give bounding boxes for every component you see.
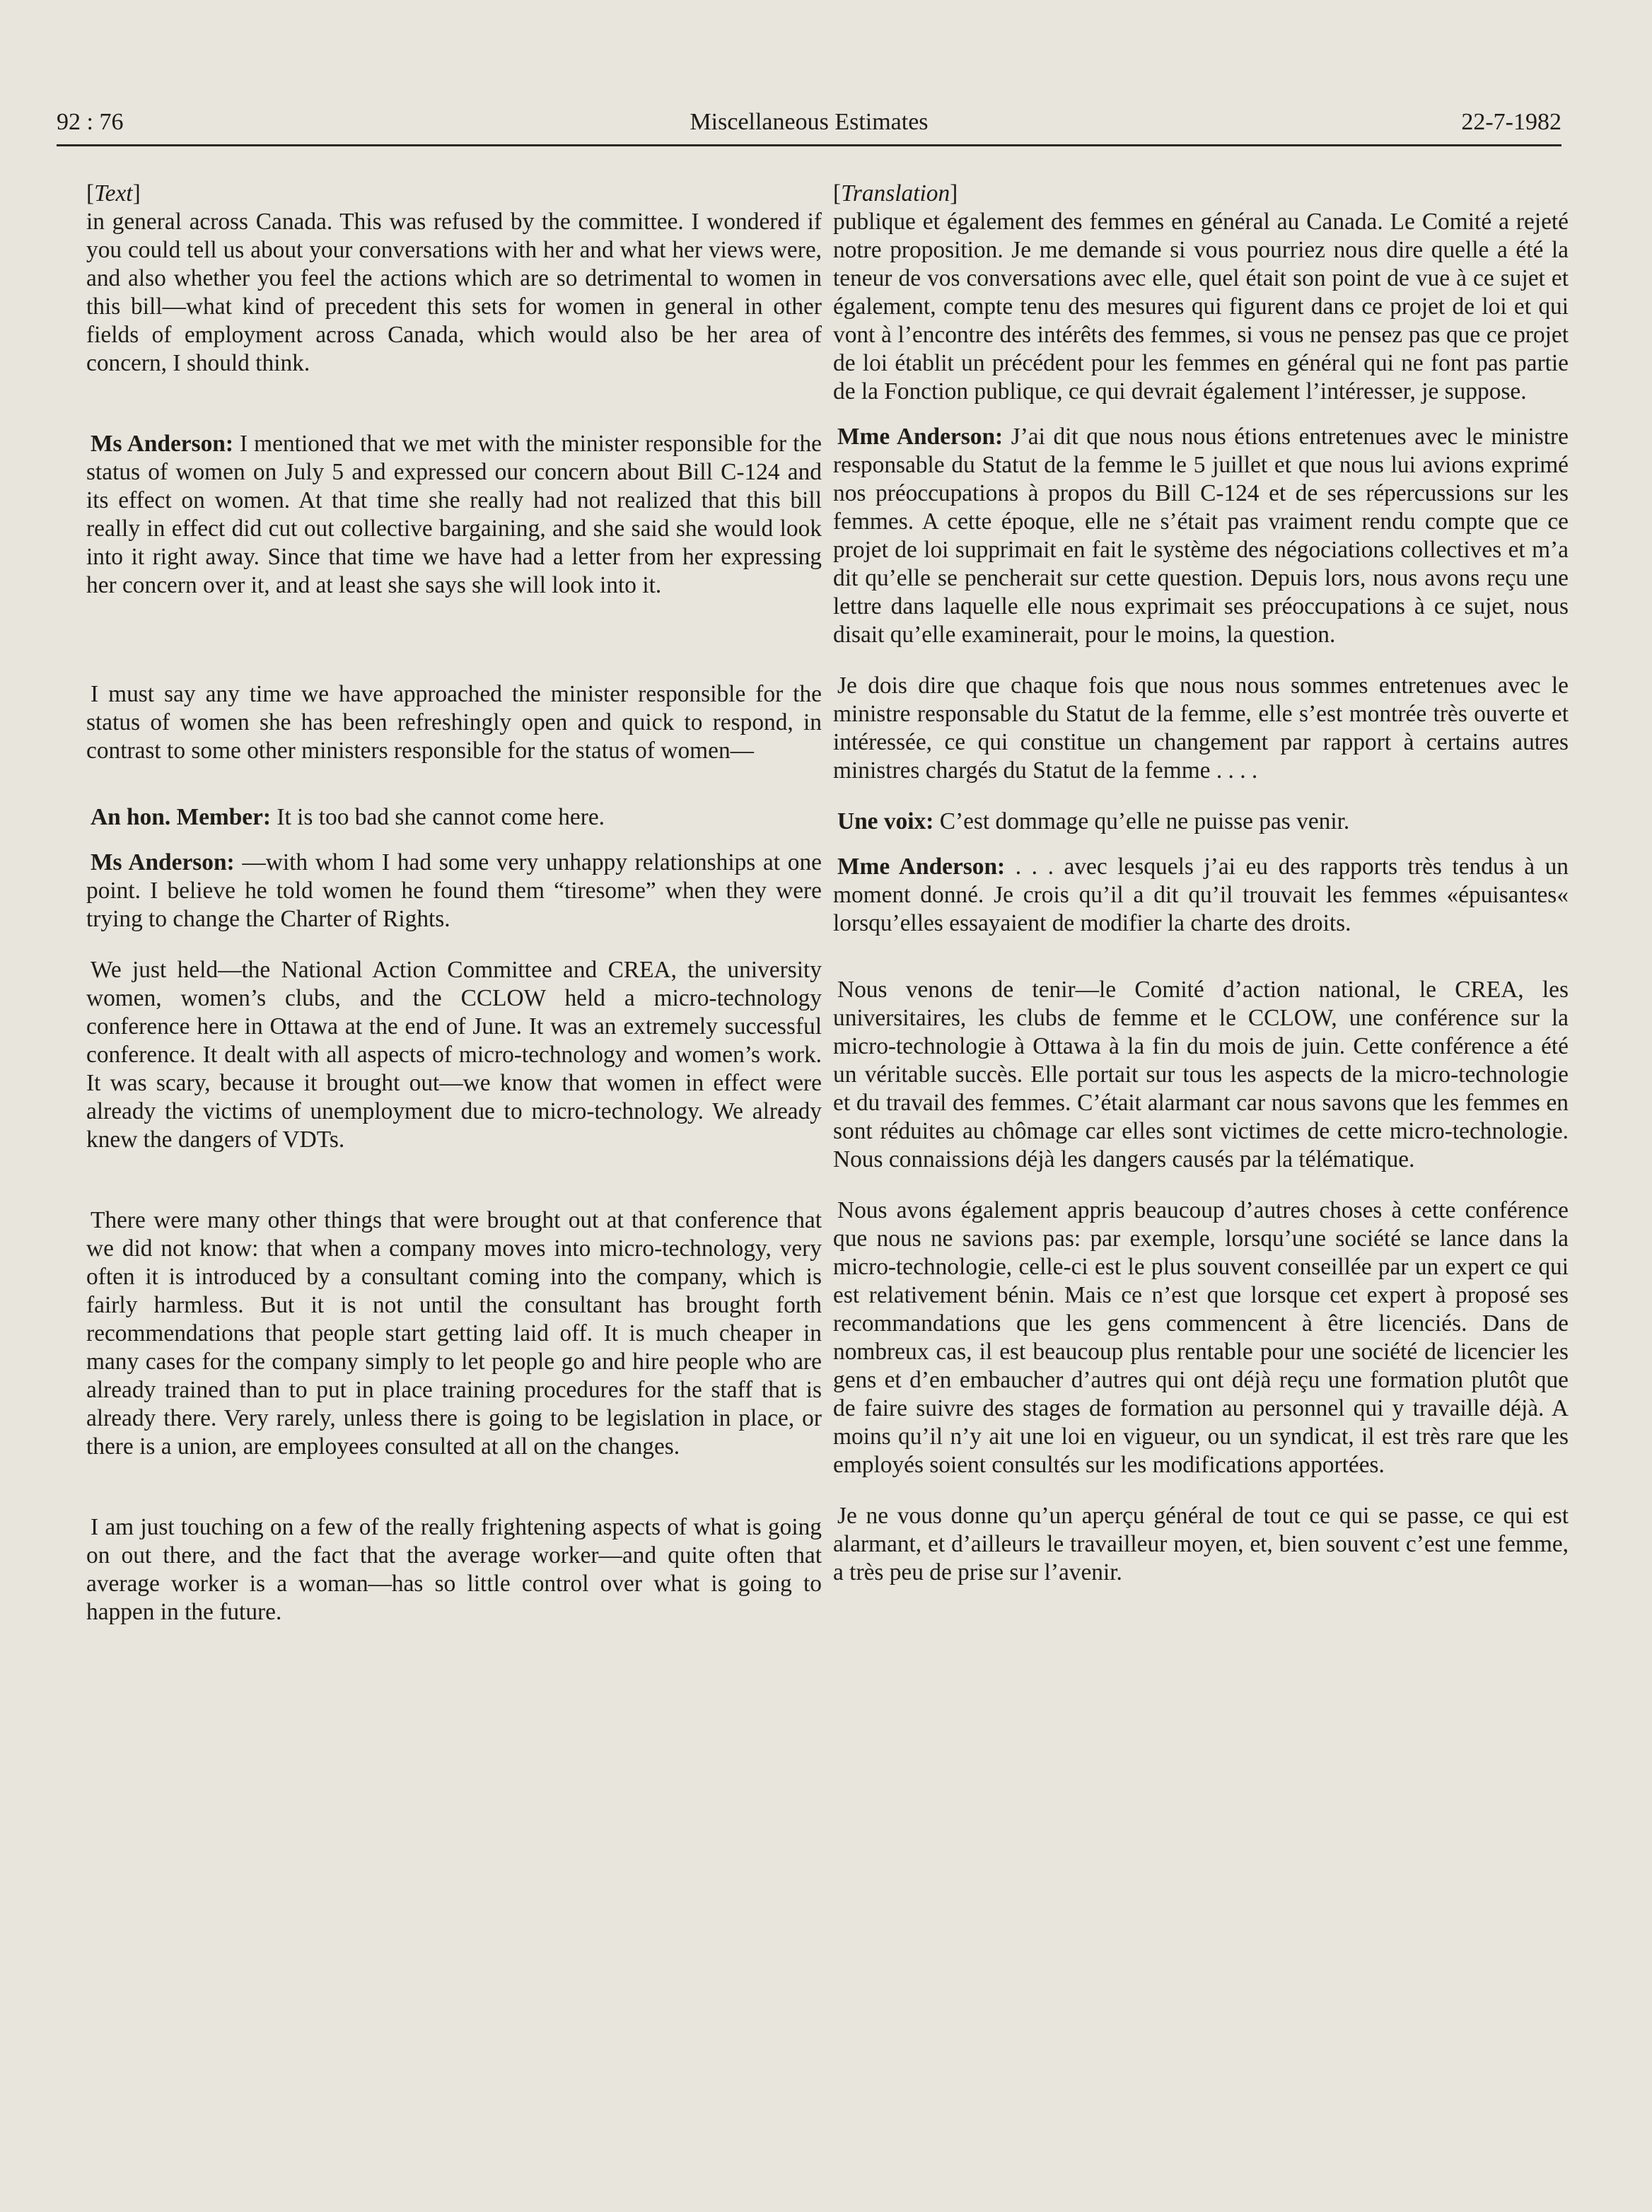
speaker-name: Mme Anderson: xyxy=(837,854,1006,880)
paragraph: in general across Canada. This was refused by the committee. I wondered if you could tell us about your conversations with her and what her views were, and also whether you feel the actions which are so detrimental to women in this bill—what kind of precedent this sets for women in general in other fields of employment across Canada, which would also be her area of concern, I should think. xyxy=(86,209,822,376)
speech-text: It is too bad she cannot come here. xyxy=(271,804,605,830)
paragraph: Je dois dire que chaque fois que nous nous sommes entretenues avec le ministre responsable du Statut de la femme, elle s’est montrée très ouverte et intéressée, ce qui constitue un changement par rapport à certains autres ministres chargés du Statut de la femme . . . . xyxy=(833,673,1569,784)
header-page-ref: 92 : 76 xyxy=(57,109,124,135)
paragraph: Nous avons également appris beaucoup d’autres choses à cette conférence que nous ne savions pas: par exemple, lorsqu’une société se lance dans la micro-technologie, celle-ci est le plus souvent conseillée par un expert ce qui est relativement bénin. Mais ce n’est que lorsque cet expert à proposé ses recommandations que les gens commencent à être licenciés. Dans de nombreux cas, il est beaucoup plus rentable pour une société de licencier les gens et d’en embaucher d’autres qui ont déjà reçu une formation plutôt que de faire suivre des stages de formation au personnel qui y travaille déjà. A moins qu’il n’y ait une loi en vigueur, ou un syndicat, il est très rare que les employés soient consultés sur les modifications apportées. xyxy=(833,1197,1569,1478)
speech-paragraph xyxy=(833,808,1569,836)
paragraph: Nous venons de tenir—le Comité d’action national, le CREA, les universitaires, les clubs de femme et le CCLOW, une conférence sur la micro-technologie à Ottawa à la fin du mois de juin. Cette conférence a été un véritable succès. Elle portait sur tous les aspects de la micro-technologie et du travail des femmes. C’était alarmant car nous savons que les femmes en sont réduites au chômage car elles sont victimes de cette micro-technologie. Nous connaissions déjà les dangers causés par la télématique. xyxy=(833,977,1569,1172)
speech-text: —with whom I had some very unhappy relationships at one point. I believe he told women he found them “tiresome” when they were trying to change the Charter of Rights. xyxy=(86,849,822,932)
column-tag: [Translation] xyxy=(833,180,958,206)
paragraph: We just held—the National Action Committee and CREA, the university women, women’s clubs, and the CCLOW held a micro-technology conference here in Ottawa at the end of June. It was an extremely successful conference. It dealt with all aspects of micro-technology and women’s work. It was scary, because it brought out—we know that women in effect were already the victims of unemployment due to micro-technology. We already knew the dangers of VDTs. xyxy=(86,957,822,1153)
speaker-name: Une voix: xyxy=(837,808,934,834)
speech-paragraph xyxy=(86,430,822,600)
english-column xyxy=(86,180,822,1626)
french-column xyxy=(833,180,1569,1587)
header-title: Miscellaneous Estimates xyxy=(690,109,929,135)
running-header xyxy=(57,105,1561,146)
paragraph: I am just touching on a few of the really frightening aspects of what is going on out there, and the fact that the average worker—and quite often that average worker is a woman—has so little control over what is going to happen in the future. xyxy=(86,1514,822,1625)
speech-paragraph xyxy=(86,803,822,832)
speaker-name: Ms Anderson: xyxy=(91,849,235,875)
paragraph: Je ne vous donne qu’un aperçu général de tout ce qui se passe, ce qui est alarmant, et d’ailleurs le travailleur moyen, et, bien souvent c’est une femme, a très peu de prise sur l’avenir. xyxy=(833,1503,1569,1585)
speech-text: I mentioned that we met with the minister responsible for the status of women on July 5 and expressed our concern about Bill C-124 and its effect on women. At that time she really had not realized that this bill really in effect did cut out collective bargaining, and she said she would look into it right away. Since that time we have had a letter from her expressing her concern over it, and at least she says she will look into it. xyxy=(86,431,822,598)
speech-text: . . . avec lesquels j’ai eu des rapports très tendus à un moment donné. Je crois qu’il a dit qu’il trouvait les femmes «épuisantes« lorsqu’elles essayaient de modifier la charte des droits. xyxy=(833,854,1569,936)
column-tag: [Text] xyxy=(86,180,141,206)
column-tag-text: Translation xyxy=(841,180,950,206)
column-tag-text: Text xyxy=(94,180,133,206)
speaker-name: Ms Anderson: xyxy=(91,431,233,457)
speech-paragraph xyxy=(833,423,1569,649)
paragraph: There were many other things that were brought out at that conference that we did not know: that when a company moves into micro-technology, very often it is introduced by a consultant coming into the company, which is fairly harmless. But it is not until the consultant has brought forth recommendations that people start getting laid off. It is much cheaper in many cases for the company simply to let people go and hire people who are already trained than to put in place training procedures for the staff that is already there. Very rarely, unless there is going to be legislation in place, or there is a union, are employees consulted at all on the changes. xyxy=(86,1207,822,1460)
speaker-name: Mme Anderson: xyxy=(837,424,1004,450)
speech-text: C’est dommage qu’elle ne puisse pas venir. xyxy=(933,808,1350,834)
paragraph: publique et également des femmes en général au Canada. Le Comité a rejeté notre proposition. Je me demande si vous pourriez nous dire quelle a été la teneur de vos conversations avec elle, quel était son point de vue à ce sujet et également, compte tenu des mesures qui figurent dans ce projet de loi et qui vont à l’encontre des intérêts des femmes, si vous ne pensez pas que ce projet de loi établit un précédent pour les femmes en général qui ne font pas partie de la Fonction publique, ce qui devrait également l’intéresser, je suppose. xyxy=(833,209,1569,404)
header-date: 22-7-1982 xyxy=(1461,109,1561,135)
paragraph: I must say any time we have approached the minister responsible for the status of women she has been refreshingly open and quick to respond, in contrast to some other ministers responsible for the status of women— xyxy=(86,681,822,764)
speech-text: J’ai dit que nous nous étions entretenues avec le ministre responsable du Statut de la femme le 5 juillet et que nous lui avions exprimé nos préoccupations à propos du Bill C-124 et de ses répercussions sur les femmes. A cette époque, elle ne s’était pas vraiment rendu compte que ce projet de loi supprimait en fait le système des négociations collectives et m’a dit qu’elle se pencherait sur cette question. Depuis lors, nous avons reçu une lettre dans laquelle elle nous exprimait ses préoccupations à ce sujet, nous disait qu’elle examinerait, pour le moins, la question. xyxy=(833,424,1569,648)
speech-paragraph xyxy=(833,853,1569,938)
speech-paragraph xyxy=(86,849,822,933)
speaker-name: An hon. Member: xyxy=(91,804,272,830)
